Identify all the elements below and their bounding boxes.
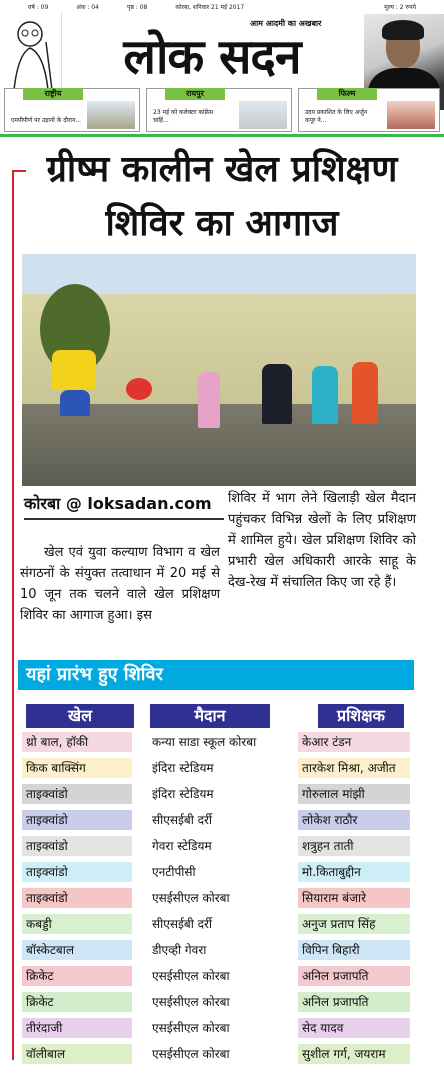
masthead-info-bar bbox=[0, 0, 444, 14]
teaser-label: रायपुर bbox=[165, 88, 225, 100]
teaser-label: फिल्म bbox=[317, 88, 377, 100]
table-cell-sport: कबड्डी bbox=[22, 914, 132, 934]
table-cell-sport: ताइक्वांडो bbox=[22, 836, 132, 856]
column-header-ground: मैदान bbox=[150, 704, 270, 728]
article-body-left: खेल एवं युवा कल्याण विभाग व खेल संगठनों के संयुक्त तत्वाधान में 20 मई से 10 जून तक चलने वाले खेल प्रशिक्षण शिविर का आगाज हुआ। इस bbox=[20, 545, 220, 623]
table-cell-sport: ताइक्वांडो bbox=[22, 888, 132, 908]
table-cell-ground: गेवरा स्टेडियम bbox=[148, 836, 308, 856]
pages-text: पृष्ठ : 08 bbox=[126, 4, 148, 11]
table-cell-sport: क्रिकेट bbox=[22, 966, 132, 986]
price-text: मूल्य : 2 रुपये bbox=[384, 4, 416, 11]
table-cell-sport: ताइक्वांडो bbox=[22, 862, 132, 882]
tagline: आम आदमी का अखबार bbox=[250, 19, 322, 28]
teaser-national[interactable] bbox=[4, 88, 140, 132]
teaser-image bbox=[387, 101, 435, 129]
table-cell-ground: एसईसीएल कोरबा bbox=[148, 1018, 308, 1038]
table-cell-coach: विपिन बिहारी bbox=[298, 940, 410, 960]
table-cell-ground: इंदिरा स्टेडियम bbox=[148, 758, 308, 778]
table-cell-sport: ताइक्वांडो bbox=[22, 784, 132, 804]
table-cell-coach: अनिल प्रजापति bbox=[298, 966, 410, 986]
newspaper-title: लोक सदन bbox=[123, 28, 301, 85]
table-cell-sport: किक बाक्सिंग bbox=[22, 758, 132, 778]
table-cell-coach: सेद यादव bbox=[298, 1018, 410, 1038]
camp-table-heading: यहां प्रारंभ हुए शिविर bbox=[18, 660, 414, 690]
teaser-label: राष्ट्रीय bbox=[23, 88, 83, 100]
table-cell-coach: गोरुलाल मांझी bbox=[298, 784, 410, 804]
table-cell-sport: वॉलीबाल bbox=[22, 1044, 132, 1064]
volume-text: वर्ष : 09 bbox=[28, 4, 49, 11]
table-cell-ground: सीएसईबी दर्री bbox=[148, 810, 308, 830]
issue-text: अंक : 04 bbox=[76, 4, 99, 11]
table-cell-sport: बॉस्केटबाल bbox=[22, 940, 132, 960]
table-cell-ground: इंदिरा स्टेडियम bbox=[148, 784, 308, 804]
table-cell-coach: केआर टंडन bbox=[298, 732, 410, 752]
table-cell-coach: तारकेश मिश्रा, अजीत bbox=[298, 758, 410, 778]
table-cell-sport: ताइक्वांडो bbox=[22, 810, 132, 830]
table-cell-sport: तीरंदाजी bbox=[22, 1018, 132, 1038]
table-cell-coach: मो.किताबुद्दीन bbox=[298, 862, 410, 882]
table-cell-ground: एसईसीएल कोरबा bbox=[148, 992, 308, 1012]
teaser-image bbox=[87, 101, 135, 129]
table-cell-ground: डीएव्ही गेवरा bbox=[148, 940, 308, 960]
teaser-film[interactable] bbox=[298, 88, 440, 132]
table-cell-ground: एनटीपीसी bbox=[148, 862, 308, 882]
table-cell-ground: सीएसईबी दर्री bbox=[148, 914, 308, 934]
headline-line-2: शिविर का आगाज bbox=[105, 203, 339, 244]
table-cell-coach: अनुज प्रताप सिंह bbox=[298, 914, 410, 934]
article-body-right: शिविर में भाग लेने खिलाड़ी खेल मैदान पहुंचकर विभिन्न खेलों के लिए प्रशिक्षण में शामिल हुये। खेल प्रशिक्षण शिविर को प्रभारी खेल अधिकारी आरके साहू के देख-रेख में संचालित किए जा रहे हैं। bbox=[228, 491, 416, 590]
table-cell-sport: थ्रो बाल, हॉकी bbox=[22, 732, 132, 752]
teaser-text: एमपीपीर्ण पर उड़ानों के दौरान... bbox=[11, 117, 82, 124]
teaser-text: उदय प्रकाशित के लिए अर्जुन कपूर ने... bbox=[305, 109, 368, 124]
table-cell-ground: एसईसीएल कोरबा bbox=[148, 888, 308, 908]
teaser-text: 23 मई को कलेक्टर कांफ्रेंस चाहिं... bbox=[153, 109, 214, 124]
teaser-raipur[interactable] bbox=[146, 88, 292, 132]
table-cell-sport: क्रिकेट bbox=[22, 992, 132, 1012]
table-cell-coach: सियाराम बंजारे bbox=[298, 888, 410, 908]
column-header-sport: खेल bbox=[26, 704, 134, 728]
table-cell-ground: एसईसीएल कोरबा bbox=[148, 1044, 308, 1064]
header-divider bbox=[0, 134, 444, 137]
table-cell-coach: सुशील गर्ग, जयराम bbox=[298, 1044, 410, 1064]
table-cell-ground: कन्या साडा स्कूल कोरबा bbox=[148, 732, 308, 752]
table-cell-coach: लोकेश राठौर bbox=[298, 810, 410, 830]
date-text: कोरबा, शनिवार 21 मई 2017 bbox=[175, 4, 245, 11]
table-cell-coach: शत्रुहन ताती bbox=[298, 836, 410, 856]
article-photo bbox=[22, 254, 416, 486]
article-accent-line bbox=[12, 170, 14, 1060]
byline: कोरबा @ loksadan.com bbox=[24, 492, 224, 520]
table-cell-coach: अनिल प्रजापति bbox=[298, 992, 410, 1012]
gandhi-sketch-icon bbox=[0, 12, 60, 92]
column-header-coach: प्रशिक्षक bbox=[318, 704, 404, 728]
teaser-image bbox=[239, 101, 287, 129]
headline-line-1: ग्रीष्म कालीन खेल प्रशिक्षण bbox=[46, 149, 398, 190]
table-cell-ground: एसईसीएल कोरबा bbox=[148, 966, 308, 986]
